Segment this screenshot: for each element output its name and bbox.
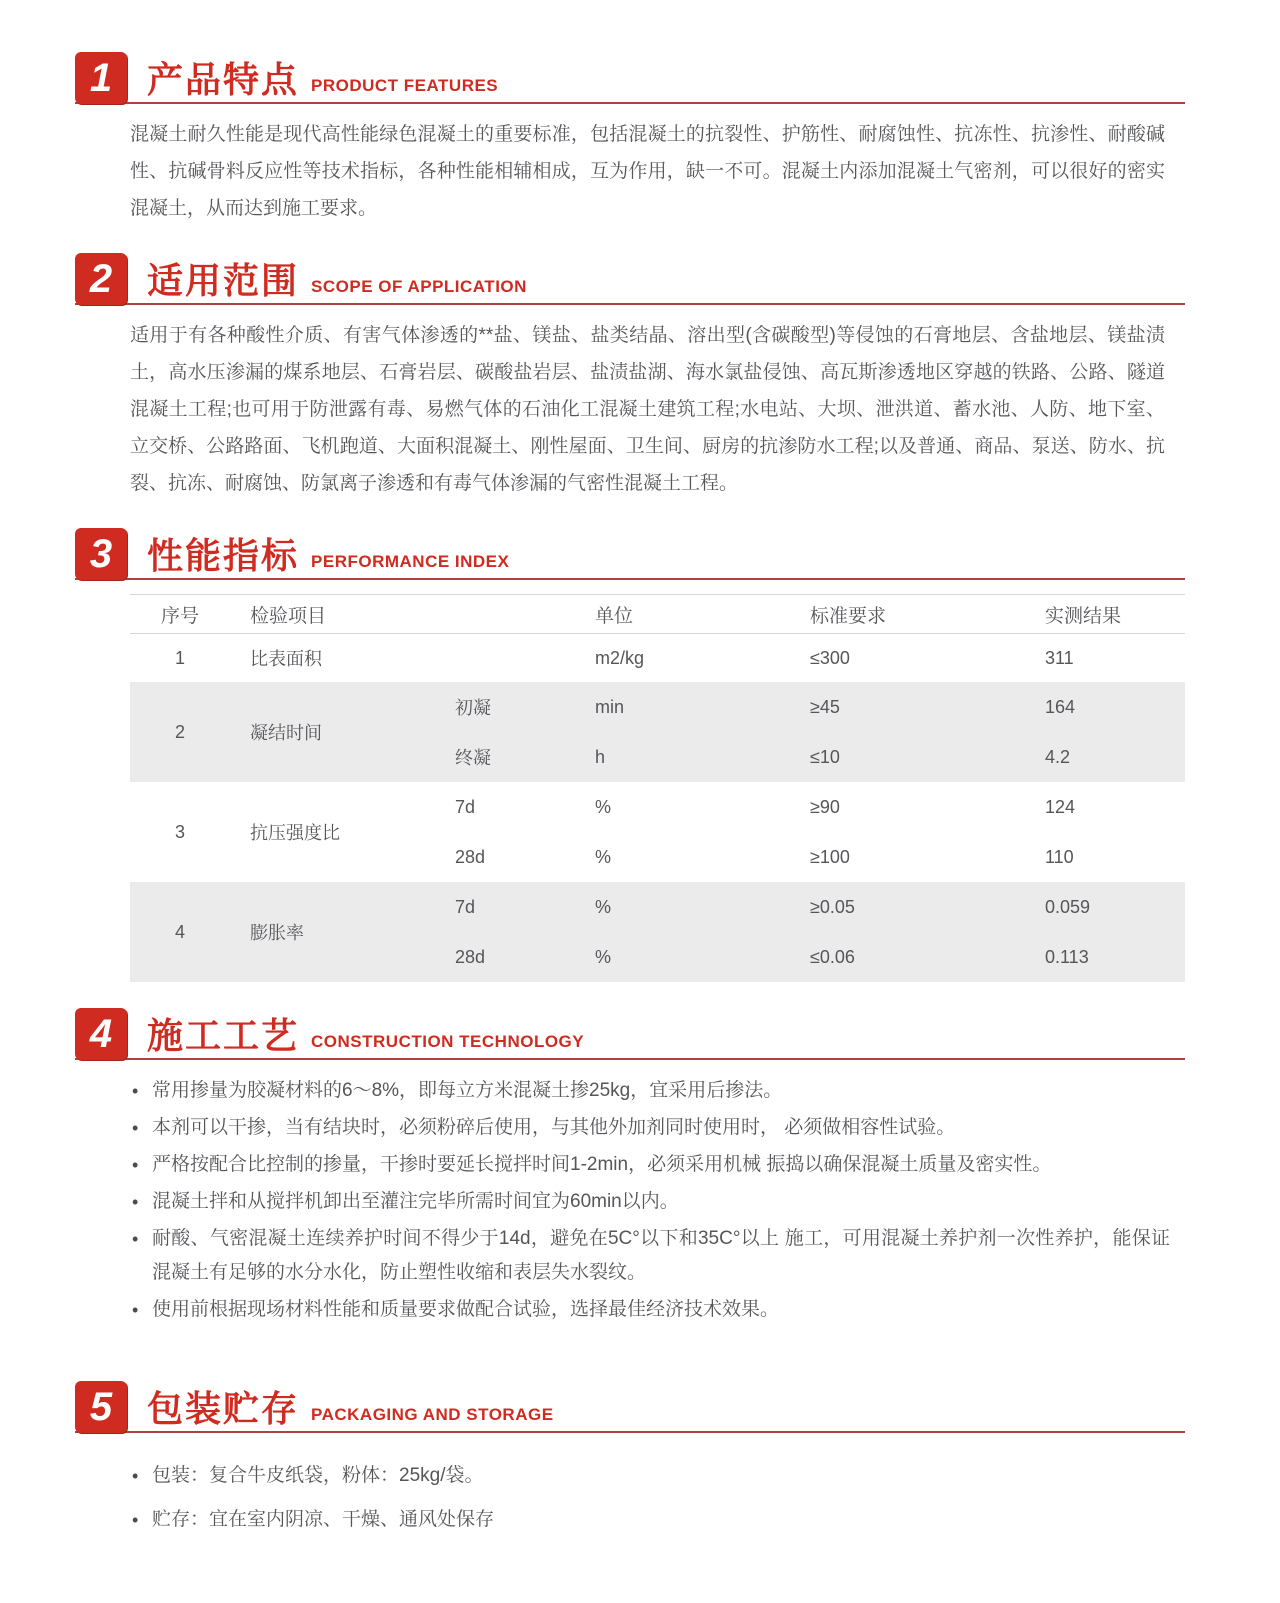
table-cell-result: 0.059 [1045, 896, 1091, 917]
table-cell-standard: ≤0.06 [810, 946, 855, 967]
section-4-title-zh: 施工工艺 [147, 1015, 300, 1056]
table-cell-item: 比表面积 [250, 649, 322, 669]
table-cell-sub: 28d [455, 846, 486, 867]
table-cell-unit: min [595, 696, 625, 717]
table-cell-unit: m2/kg [595, 647, 645, 668]
section-3-title-en: PERFORMANCE INDEX [311, 552, 510, 571]
bullet-item: • 贮存：宜在室内阴凉、干燥、通风处保存 [130, 1503, 1170, 1537]
table-header-result: 实测结果 [1045, 605, 1122, 627]
table-row-group [130, 882, 1185, 982]
section-1-number-badge: 1 [75, 52, 127, 104]
table-cell-result: 0.113 [1045, 946, 1089, 967]
section-4-header [75, 1008, 1185, 1060]
table-cell-result: 124 [1045, 796, 1076, 817]
table-cell-sub: 初凝 [455, 698, 491, 718]
section-packaging-and-storage [75, 1381, 1185, 1537]
table-cell-sub: 7d [455, 896, 476, 917]
section-2-number-badge: 2 [75, 253, 127, 305]
section-1-title-zh: 产品特点 [147, 59, 300, 100]
table-row-group [130, 682, 1185, 782]
section-product-features [75, 52, 1185, 227]
section-5-title-zh: 包装贮存 [147, 1388, 300, 1429]
table-cell-standard: ≥45 [810, 696, 840, 717]
table-cell-standard: ≤300 [810, 647, 850, 668]
section-3-number-badge: 3 [75, 528, 127, 580]
section-3-title-zh: 性能指标 [147, 535, 300, 576]
table-cell-standard: ≥90 [810, 796, 840, 817]
table-cell-result: 4.2 [1045, 746, 1071, 767]
table-cell-seq: 4 [174, 921, 185, 942]
table-cell-unit: % [595, 846, 612, 867]
bullet-item: • 使用前根据现场材料性能和质量要求做配合试验，选择最佳经济技术效果。 [130, 1293, 1170, 1327]
table-row-group [130, 782, 1185, 882]
packaging-bullet-list [130, 1459, 1170, 1537]
table-header-row [130, 594, 1185, 634]
table-cell-result: 311 [1045, 647, 1074, 668]
section-3-header [75, 528, 1185, 580]
section-5-header [75, 1381, 1185, 1433]
section-2-title-en: SCOPE OF APPLICATION [311, 277, 527, 296]
table-row [130, 634, 1185, 682]
bullet-item: • 耐酸、气密混凝土连续养护时间不得少于14d，避免在5C°以下和35C°以上 施工，可用混凝土养护剂一次性养护，能保证混凝土有足够的水分水化，防止塑性收缩和表层失水裂纹。 [130, 1222, 1170, 1290]
bullet-item: • 包装：复合牛皮纸袋，粉体：25kg/袋。 [130, 1459, 1170, 1493]
section-2-body-text: 适用于有各种酸性介质、有害气体渗透的**盐、镁盐、盐类结晶、溶出型(含碳酸型)等侵蚀的石膏地层、含盐地层、镁盐渍土，高水压渗漏的煤系地层、石膏岩层、碳酸盐岩层、盐渍盐湖、海水氯盐侵蚀、高瓦斯渗透地区穿越的铁路、公路、隧道混凝土工程;也可用于防泄露有毒、易燃气体的石油化工混凝土建筑工程;水电站、大坝、泄洪道、蓄水池、人防、地下室、立交桥、公路路面、飞机跑道、大面积混凝土、刚性屋面、卫生间、厨房的抗渗防水工程;以及普通、商品、泵送、防水、抗裂、抗冻、耐腐蚀、防氯离子渗透和有毒气体渗漏的气密性混凝土工程。 [130, 325, 1165, 494]
section-4-number-badge: 4 [75, 1008, 127, 1060]
table-cell-seq: 2 [174, 721, 185, 742]
section-5-title-en: PACKAGING AND STORAGE [311, 1405, 554, 1424]
section-5-number-badge: 5 [75, 1381, 127, 1433]
table-cell-sub: 28d [455, 946, 486, 967]
section-1-header [75, 52, 1185, 104]
table-cell-sub: 终凝 [455, 748, 491, 768]
section-1-body-text: 混凝土耐久性能是现代高性能绿色混凝土的重要标准，包括混凝土的抗裂性、护筋性、耐腐蚀性、抗冻性、抗渗性、耐酸碱性、抗碱骨料反应性等技术指标，各种性能相辅相成，互为作用，缺一不可。混凝土内添加混凝土气密剂，可以很好的密实混凝土，从而达到施工要求。 [130, 124, 1165, 219]
section-1-title-en: PRODUCT FEATURES [311, 76, 499, 95]
bullet-item: • 常用掺量为胶凝材料的6～8%，即每立方米混凝土掺25kg，宜采用后掺法。 [130, 1074, 1170, 1108]
table-header-unit: 单位 [595, 605, 634, 627]
section-construction-technology [75, 1008, 1185, 1327]
table-cell-sub: 7d [455, 796, 476, 817]
table-cell-seq: 3 [174, 821, 185, 842]
bullet-item: • 混凝土拌和从搅拌机卸出至灌注完毕所需时间宜为60min以内。 [130, 1185, 1170, 1219]
section-4-title-en: CONSTRUCTION TECHNOLOGY [311, 1032, 585, 1051]
table-cell-seq: 1 [174, 647, 185, 668]
table-cell-unit: h [595, 746, 606, 767]
table-cell-standard: ≥0.05 [810, 896, 855, 917]
table-cell-standard: ≤10 [810, 746, 840, 767]
table-header-item: 检验项目 [250, 605, 327, 627]
bullet-item: • 严格按配合比控制的掺量，干掺时要延长搅拌时间1-2min，必须采用机械 振捣以确保混凝土质量及密实性。 [130, 1148, 1170, 1182]
section-2-title-zh: 适用范围 [147, 260, 300, 301]
section-2-header [75, 253, 1185, 305]
table-cell-unit: % [595, 946, 612, 967]
table-header-standard: 标准要求 [810, 605, 887, 627]
table-cell-standard: ≥100 [810, 846, 850, 867]
table-header-seq: 序号 [160, 605, 199, 627]
bullet-item: • 本剂可以干掺，当有结块时，必须粉碎后使用，与其他外加剂同时使用时， 必须做相容性试验。 [130, 1111, 1170, 1145]
section-scope-of-application [75, 253, 1185, 502]
construction-bullet-list [130, 1074, 1170, 1327]
table-cell-unit: % [595, 796, 612, 817]
table-cell-unit: % [595, 896, 612, 917]
table-cell-item: 膨胀率 [250, 923, 304, 943]
table-cell-item: 凝结时间 [250, 723, 322, 743]
table-cell-result: 164 [1045, 696, 1076, 717]
table-cell-result: 110 [1045, 846, 1074, 867]
section-performance-index [75, 528, 1185, 982]
table-cell-item: 抗压强度比 [250, 823, 340, 843]
performance-table [130, 594, 1185, 982]
